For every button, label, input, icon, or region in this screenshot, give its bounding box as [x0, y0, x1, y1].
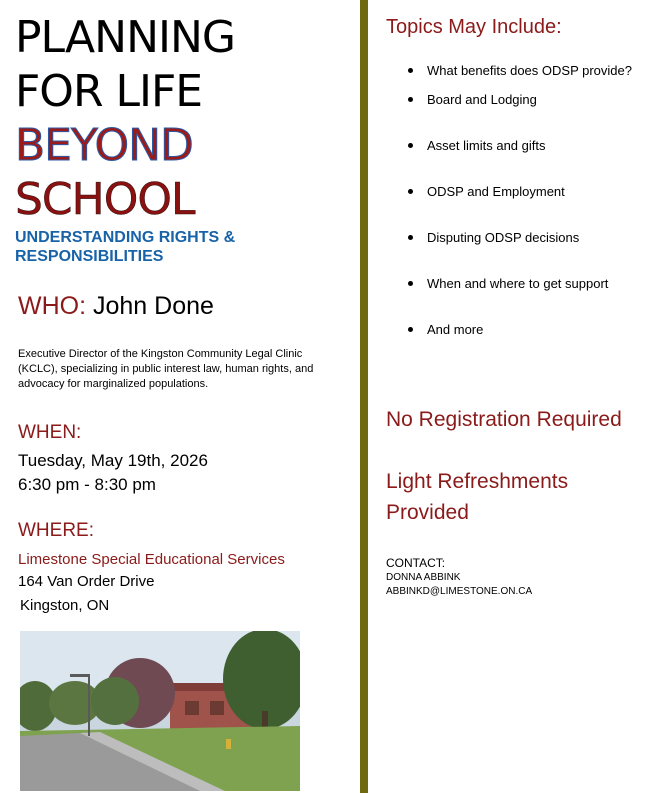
topic-item: What benefits does ODSP provide? — [386, 62, 637, 79]
event-time: 6:30 pm - 8:30 pm — [18, 475, 156, 494]
who-section — [18, 292, 214, 321]
venue-name: Limestone Special Educational Services — [18, 551, 285, 568]
topics-list — [386, 62, 637, 338]
topic-item: Board and Lodging — [386, 91, 637, 108]
event-date: Tuesday, May 19th, 2026 — [18, 451, 208, 470]
city: Kingston, ON — [20, 597, 110, 614]
topic-item: ODSP and Employment — [386, 183, 637, 200]
speaker-bio: Executive Director of the Kingston Community Legal Clinic (KCLC), specializing in public interest law, human rights, and advocacy for marginalized populations. — [18, 348, 314, 390]
when-label: WHEN: — [18, 422, 82, 443]
speaker-name: John Done — [93, 292, 214, 320]
topic-item: And more — [386, 321, 637, 338]
street-address: 164 Van Order Drive — [18, 573, 155, 590]
subtitle: UNDERSTANDING RIGHTS & RESPONSIBILITIES — [15, 229, 236, 265]
title-line-3: BEYOND — [15, 120, 193, 171]
topic-item: Disputing ODSP decisions — [386, 229, 637, 246]
right-column — [386, 0, 646, 793]
topic-item: Asset limits and gifts — [386, 137, 637, 154]
title-line-2: FOR LIFE — [15, 66, 203, 117]
refreshments-note: Light Refreshments Provided — [386, 470, 569, 524]
registration-note: No Registration Required — [386, 408, 622, 431]
contact-label: CONTACT: — [386, 556, 446, 570]
contact-name: DONNA ABBINK — [386, 572, 461, 583]
contact-email[interactable]: ABBINKD@LIMESTONE.ON.CA — [386, 586, 533, 597]
who-label: WHO: — [18, 292, 87, 320]
title-line-4: SCHOOL — [15, 174, 195, 225]
topics-heading: Topics May Include: — [386, 16, 562, 38]
where-label: WHERE: — [18, 520, 94, 541]
venue-photo — [20, 631, 300, 791]
topic-item: When and where to get support — [386, 275, 637, 292]
column-divider — [360, 0, 368, 793]
title-line-1: PLANNING — [15, 12, 235, 63]
